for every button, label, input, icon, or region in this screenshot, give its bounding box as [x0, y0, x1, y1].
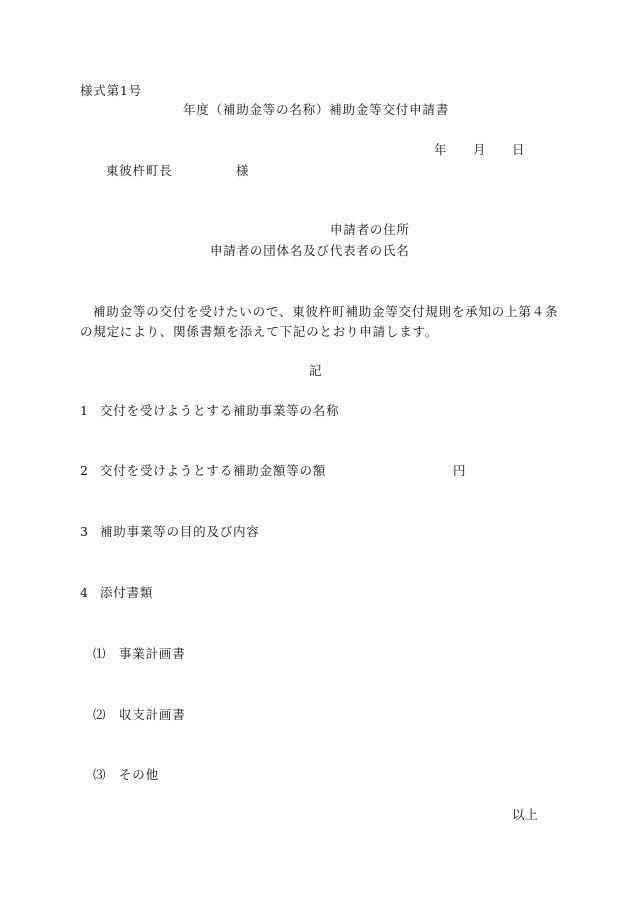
addressee-name: 東彼杵町長	[106, 163, 173, 178]
body-text-line-2: の規定により、関係書類を添えて下記のとおり申請します。	[80, 324, 439, 339]
attachment-2-text: 収支計画書	[119, 707, 186, 722]
ki-heading: 記	[309, 363, 323, 378]
item-2-text: 交付を受けようとする補助金額等の額	[100, 463, 327, 478]
item-4-text: 添付書類	[100, 585, 154, 600]
date-day-label: 日	[512, 142, 526, 157]
form-number: 様式第1号	[80, 83, 142, 98]
date-month-label: 月	[473, 142, 487, 157]
date-year-label: 年	[434, 142, 448, 157]
item-2-number: 2	[80, 463, 89, 478]
body-text-line-1: 補助金等の交付を受けたいので、東彼杵町補助金等交付規則を承知の上第４条	[93, 304, 559, 319]
applicant-address-label: 申請者の住所	[330, 222, 410, 237]
item-4-number: 4	[80, 585, 89, 600]
closing-text: 以上	[512, 807, 539, 822]
item-1-text: 交付を受けようとする補助事業等の名称	[100, 403, 340, 418]
item-3-number: 3	[80, 524, 89, 539]
addressee-honorific: 様	[236, 163, 250, 178]
document-title: 年度（補助金等の名称）補助金等交付申請書	[183, 102, 450, 117]
item-2-unit: 円	[453, 463, 467, 478]
attachment-1-number: ⑴	[93, 646, 107, 661]
applicant-name-label: 申請者の団体名及び代表者の氏名	[210, 243, 410, 258]
item-3-text: 補助事業等の目的及び内容	[100, 524, 260, 539]
attachment-1-text: 事業計画書	[119, 646, 186, 661]
item-1-number: 1	[80, 403, 89, 418]
attachment-3-number: ⑶	[93, 767, 107, 782]
attachment-3-text: その他	[119, 767, 159, 782]
attachment-2-number: ⑵	[93, 707, 107, 722]
